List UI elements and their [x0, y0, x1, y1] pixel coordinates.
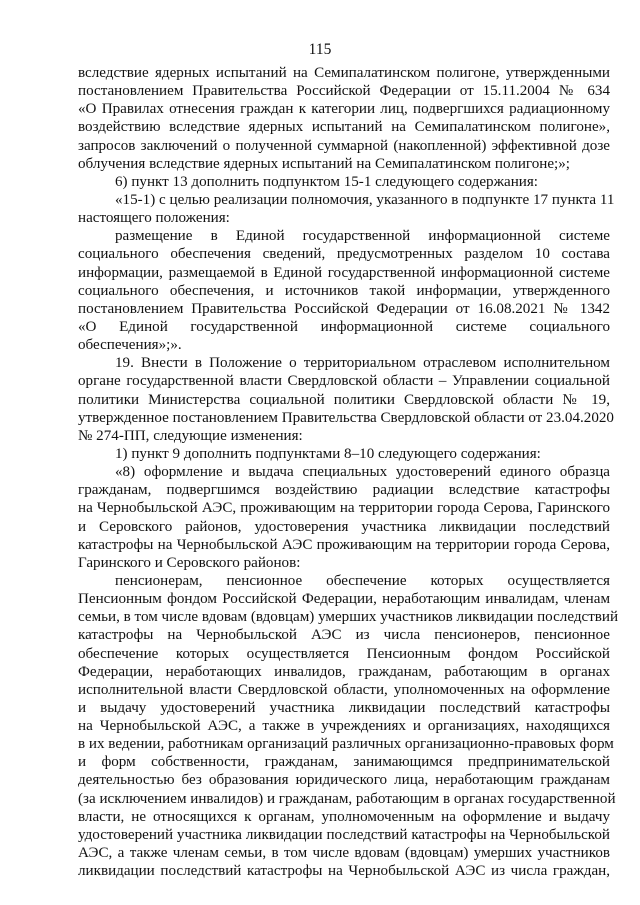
text-line: (за исключением инвалидов) и гражданам, работающим в органах государственной [78, 790, 616, 807]
text-line: социального обеспечения сведений, предусмотренных разделом 10 состава [78, 246, 610, 263]
text-line: обеспечения»;». [78, 337, 182, 354]
text-line: АЭС, а также членам семьи, в том числе вдовам (вдовцам) умерших участников [78, 845, 610, 862]
text-line: Пенсионным фондом Российской Федерации, неработающим инвалидам, членам [78, 591, 610, 608]
text-line: размещение в Единой государственной информационной системе [115, 228, 610, 245]
text-line: власти, не относящихся к органам, уполномоченным на оформление и выдачу [78, 808, 610, 825]
text-line: в их ведении, работникам организаций различных организационно-правовых форм [78, 736, 614, 753]
text-line: вследствие ядерных испытаний на Семипалатинском полигоне, утвержденными [78, 65, 610, 81]
text-line: воздействию вследствие ядерных испытаний на Семипалатинском полигоне», [78, 119, 610, 136]
text-line: обеспечение которых осуществляется Пенсионным фондом Российской [78, 645, 610, 662]
text-line: «8) оформление и выдача специальных удостоверений единого образца [115, 464, 610, 481]
text-line: политики Министерства социальной политики Свердловской области № 19, [78, 391, 610, 408]
text-line: социального обеспечения, и источников такой информации, утвержденного [78, 282, 610, 299]
text-line: «О Единой государственной информационной системе социального [78, 318, 610, 335]
text-line: на Чернобыльской АЭС, а также в учреждениях и организациях, находящихся [78, 718, 610, 735]
paragraph-placement [78, 227, 610, 354]
text-line: катастрофы на Чернобыльской АЭС проживающим на территории города Серова, [78, 536, 610, 553]
paragraph-item-19 [78, 354, 614, 445]
text-line: и Серовского районов, удостоверения участника ликвидации последствий [78, 518, 610, 535]
paragraph-sub-8 [78, 463, 610, 572]
text-line: № 274-ПП, следующие изменения: [78, 427, 303, 444]
text-line: утвержденное постановлением Правительства Свердловской области от 23.04.2020 [78, 409, 614, 426]
paragraph-sub-15-1 [78, 191, 615, 227]
text-line: Федерации, неработающих инвалидов, гражданам, работающим в органах [78, 663, 610, 680]
text-line: Гаринского и Серовского районов: [78, 554, 301, 571]
paragraph-cont-prev [78, 64, 610, 173]
text-line: настоящего положения: [78, 210, 230, 227]
paragraph-item-1 [78, 445, 610, 463]
text-line: и выдачу удостоверений участника ликвидации последствий катастрофы [78, 699, 610, 716]
text-line: органе государственной власти Свердловской области – Управлении социальной [78, 373, 610, 390]
text-line: и форм собственности, гражданам, занимающимся предпринимательской [78, 754, 610, 771]
text-line: 6) пункт 13 дополнить подпунктом 15-1 следующего содержания: [115, 173, 538, 190]
text-line: информации, размещаемой в Единой государственной информационной системе [78, 264, 610, 281]
text-line: запросов заключений о полученной суммарной (накопленной) эффективной дозе [78, 137, 610, 154]
text-line: 1) пункт 9 дополнить подпунктами 8–10 следующего содержания: [115, 445, 541, 462]
paragraph-item-6 [78, 173, 610, 191]
text-line: облучения вследствие ядерных испытаний на Семипалатинском полигоне;»; [78, 155, 570, 172]
text-line: семьи, в том числе вдовам (вдовцам) умерших участников ликвидации последствий [78, 609, 619, 626]
text-line: исполнительной власти Свердловской области, уполномоченных на оформление [78, 681, 610, 698]
text-line: гражданам, подвергшимся воздействию радиации вследствие катастрофы [78, 482, 610, 499]
text-line: на Чернобыльской АЭС, проживающим на территории города Серова, Гаринского [78, 500, 610, 517]
page-number: 115 [308, 41, 332, 58]
text-line: катастрофы на Чернобыльской АЭС из числа пенсионеров, пенсионное [78, 627, 610, 644]
text-line: пенсионерам, пенсионное обеспечение которых осуществляется [115, 572, 610, 589]
text-line: удостоверений участника ликвидации последствий катастрофы на Чернобыльской [78, 826, 610, 843]
text-line: постановлением Правительства Российской Федерации от 15.11.2004 № 634 [78, 83, 610, 100]
text-line: «О Правилах отнесения граждан к категории лиц, подвергшихся радиационному [78, 101, 610, 118]
text-line: 19. Внести в Положение о территориальном отраслевом исполнительном [115, 355, 610, 372]
text-line: деятельностью без образования юридического лица, неработающим гражданам [78, 772, 610, 789]
text-line: «15-1) с целью реализации полномочия, указанного в подпункте 17 пункта 11 [115, 191, 615, 208]
text-line: ликвидации последствий катастрофы на Чернобыльской АЭС из числа граждан, [78, 863, 610, 880]
document-body [78, 64, 619, 880]
text-line: постановлением Правительства Российской Федерации от 16.08.2021 № 1342 [78, 300, 610, 317]
paragraph-pensioners [78, 572, 619, 880]
